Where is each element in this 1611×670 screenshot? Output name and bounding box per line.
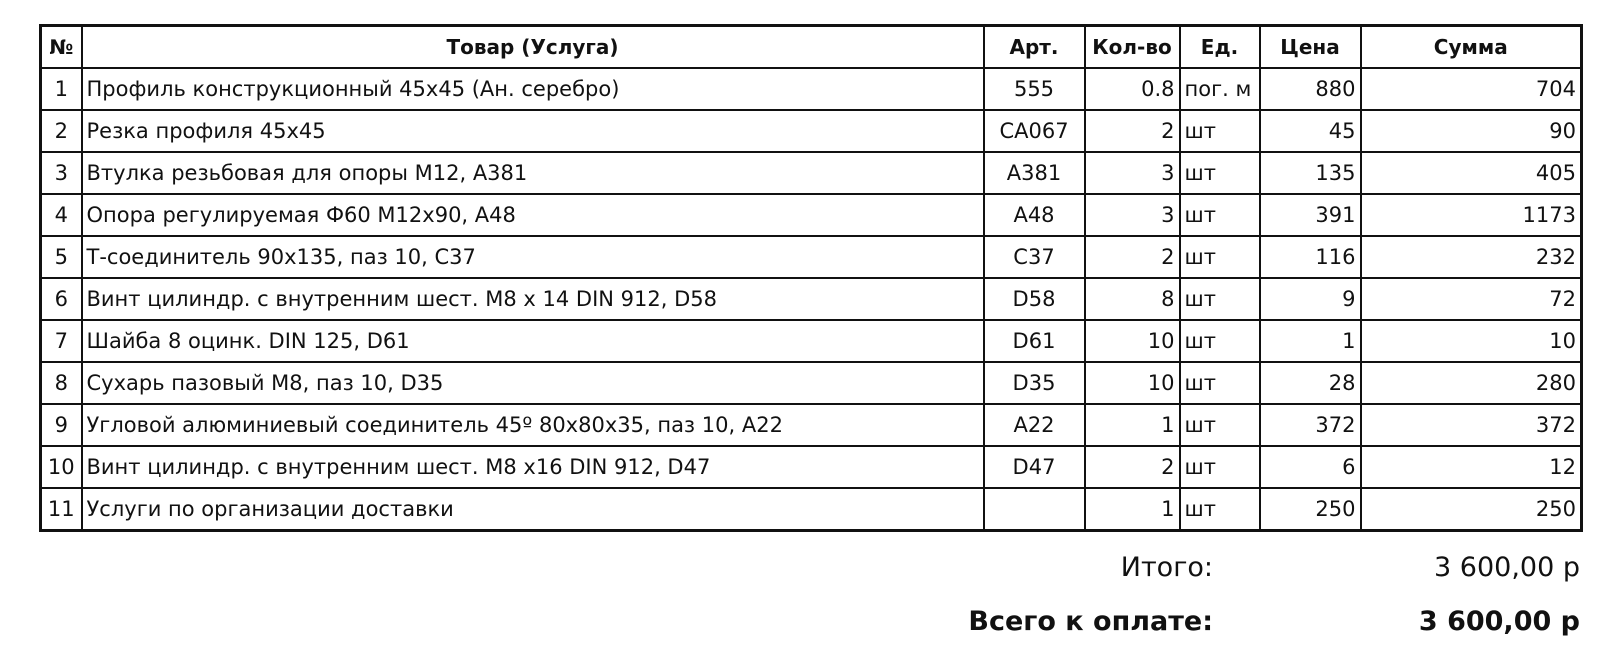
cell-qty: 3 bbox=[1085, 194, 1180, 236]
header-art: Арт. bbox=[984, 26, 1085, 69]
cell-sum: 372 bbox=[1361, 404, 1582, 446]
cell-art: D35 bbox=[984, 362, 1085, 404]
cell-unit: шт bbox=[1180, 278, 1260, 320]
header-sum: Сумма bbox=[1361, 26, 1582, 69]
subtotal-row bbox=[0, 548, 1580, 598]
cell-art: A48 bbox=[984, 194, 1085, 236]
cell-sum: 12 bbox=[1361, 446, 1582, 488]
cell-art: 555 bbox=[984, 68, 1085, 110]
cell-qty: 0.8 bbox=[1085, 68, 1180, 110]
cell-unit: шт bbox=[1180, 110, 1260, 152]
cell-unit: пог. м bbox=[1180, 68, 1260, 110]
cell-unit: шт bbox=[1180, 362, 1260, 404]
grand-total-row bbox=[0, 602, 1580, 652]
grand-total-label: Всего к оплате: bbox=[968, 606, 1213, 637]
cell-price: 45 bbox=[1260, 110, 1361, 152]
cell-price: 372 bbox=[1260, 404, 1361, 446]
cell-sum: 250 bbox=[1361, 488, 1582, 531]
table-row bbox=[41, 446, 1582, 488]
cell-name: Шайба 8 оцинк. DIN 125, D61 bbox=[82, 320, 984, 362]
cell-sum: 90 bbox=[1361, 110, 1582, 152]
cell-unit: шт bbox=[1180, 320, 1260, 362]
cell-name: Винт цилиндр. с внутренним шест. M8 x16 DIN 912, D47 bbox=[82, 446, 984, 488]
table-row bbox=[41, 194, 1582, 236]
cell-unit: шт bbox=[1180, 404, 1260, 446]
items-table bbox=[39, 24, 1583, 532]
table-row bbox=[41, 68, 1582, 110]
cell-name: Винт цилиндр. с внутренним шест. M8 x 14 DIN 912, D58 bbox=[82, 278, 984, 320]
cell-qty: 10 bbox=[1085, 362, 1180, 404]
cell-num: 9 bbox=[41, 404, 82, 446]
cell-art: A381 bbox=[984, 152, 1085, 194]
cell-price: 391 bbox=[1260, 194, 1361, 236]
cell-price: 880 bbox=[1260, 68, 1361, 110]
cell-name: Резка профиля 45х45 bbox=[82, 110, 984, 152]
table-row bbox=[41, 488, 1582, 531]
cell-sum: 10 bbox=[1361, 320, 1582, 362]
cell-name: Т-соединитель 90х135, паз 10, C37 bbox=[82, 236, 984, 278]
cell-num: 3 bbox=[41, 152, 82, 194]
cell-qty: 2 bbox=[1085, 446, 1180, 488]
cell-art: D61 bbox=[984, 320, 1085, 362]
cell-price: 1 bbox=[1260, 320, 1361, 362]
cell-name: Втулка резьбовая для опоры M12, A381 bbox=[82, 152, 984, 194]
cell-qty: 10 bbox=[1085, 320, 1180, 362]
cell-name: Опора регулируемая Ф60 M12x90, A48 bbox=[82, 194, 984, 236]
grand-total-value: 3 600,00 р bbox=[1418, 606, 1580, 637]
cell-num: 11 bbox=[41, 488, 82, 531]
header-qty: Кол-во bbox=[1085, 26, 1180, 69]
cell-name: Сухарь пазовый M8, паз 10, D35 bbox=[82, 362, 984, 404]
cell-art: A22 bbox=[984, 404, 1085, 446]
table-row bbox=[41, 110, 1582, 152]
cell-num: 4 bbox=[41, 194, 82, 236]
table-row bbox=[41, 278, 1582, 320]
cell-sum: 1173 bbox=[1361, 194, 1582, 236]
invoice bbox=[39, 24, 1580, 532]
cell-price: 9 bbox=[1260, 278, 1361, 320]
table-row bbox=[41, 152, 1582, 194]
cell-unit: шт bbox=[1180, 194, 1260, 236]
cell-unit: шт bbox=[1180, 446, 1260, 488]
cell-art: D47 bbox=[984, 446, 1085, 488]
header-num: № bbox=[41, 26, 82, 69]
table-row bbox=[41, 320, 1582, 362]
cell-unit: шт bbox=[1180, 236, 1260, 278]
cell-qty: 8 bbox=[1085, 278, 1180, 320]
header-name: Товар (Услуга) bbox=[82, 26, 984, 69]
cell-num: 6 bbox=[41, 278, 82, 320]
cell-qty: 3 bbox=[1085, 152, 1180, 194]
cell-art bbox=[984, 488, 1085, 531]
subtotal-value: 3 600,00 р bbox=[1434, 552, 1580, 583]
table-row bbox=[41, 404, 1582, 446]
cell-price: 6 bbox=[1260, 446, 1361, 488]
cell-art: C37 bbox=[984, 236, 1085, 278]
table-row bbox=[41, 362, 1582, 404]
cell-unit: шт bbox=[1180, 488, 1260, 531]
cell-num: 5 bbox=[41, 236, 82, 278]
cell-price: 116 bbox=[1260, 236, 1361, 278]
cell-qty: 1 bbox=[1085, 404, 1180, 446]
cell-sum: 280 bbox=[1361, 362, 1582, 404]
cell-unit: шт bbox=[1180, 152, 1260, 194]
cell-name: Угловой алюминиевый соединитель 45º 80х80х35, паз 10, A22 bbox=[82, 404, 984, 446]
cell-num: 8 bbox=[41, 362, 82, 404]
cell-price: 250 bbox=[1260, 488, 1361, 531]
cell-name: Услуги по организации доставки bbox=[82, 488, 984, 531]
cell-num: 10 bbox=[41, 446, 82, 488]
totals-section bbox=[0, 548, 1580, 652]
table-body bbox=[41, 68, 1582, 531]
cell-price: 28 bbox=[1260, 362, 1361, 404]
header-price: Цена bbox=[1260, 26, 1361, 69]
cell-qty: 1 bbox=[1085, 488, 1180, 531]
cell-num: 1 bbox=[41, 68, 82, 110]
cell-sum: 72 bbox=[1361, 278, 1582, 320]
cell-sum: 232 bbox=[1361, 236, 1582, 278]
cell-qty: 2 bbox=[1085, 236, 1180, 278]
header-unit: Ед. bbox=[1180, 26, 1260, 69]
cell-sum: 704 bbox=[1361, 68, 1582, 110]
subtotal-label: Итого: bbox=[1120, 552, 1213, 583]
cell-art: CA067 bbox=[984, 110, 1085, 152]
cell-sum: 405 bbox=[1361, 152, 1582, 194]
cell-art: D58 bbox=[984, 278, 1085, 320]
table-row bbox=[41, 236, 1582, 278]
cell-name: Профиль конструкционный 45х45 (Ан. серебро) bbox=[82, 68, 984, 110]
cell-num: 7 bbox=[41, 320, 82, 362]
table-header-row bbox=[41, 26, 1582, 69]
cell-qty: 2 bbox=[1085, 110, 1180, 152]
cell-price: 135 bbox=[1260, 152, 1361, 194]
cell-num: 2 bbox=[41, 110, 82, 152]
